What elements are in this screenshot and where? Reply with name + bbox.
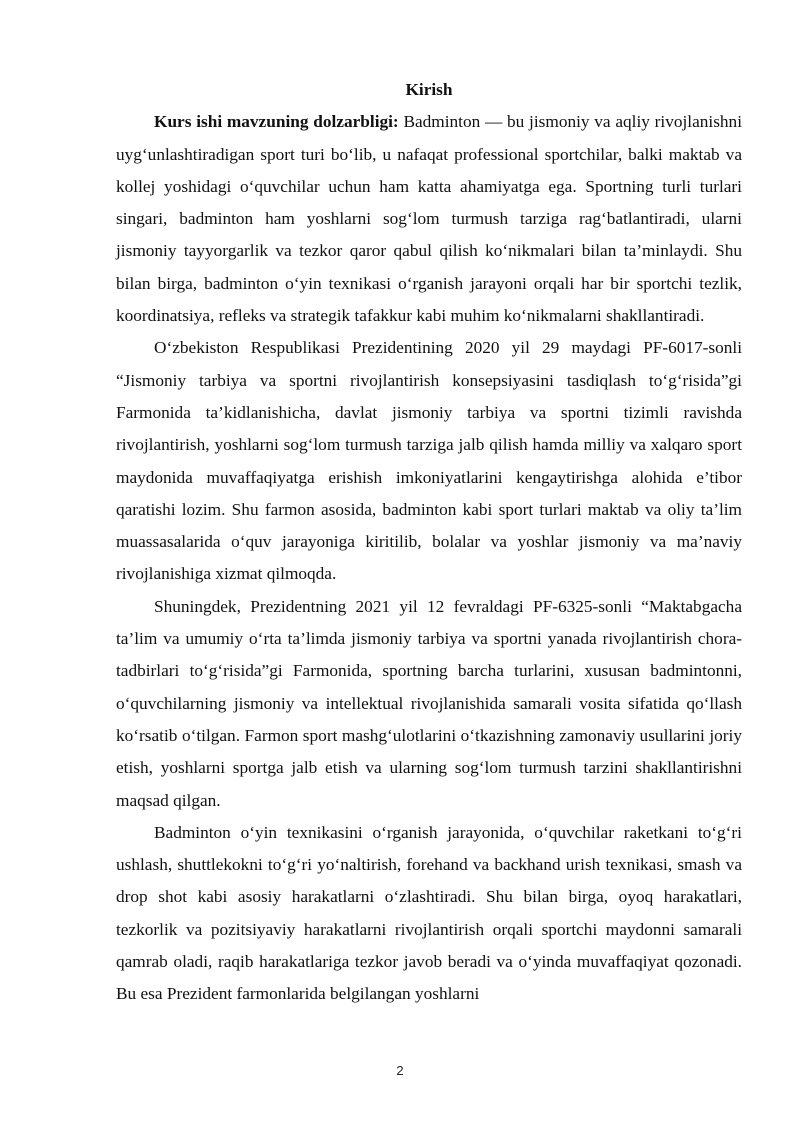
- page-body: [116, 74, 742, 1011]
- paragraph-technique: Badminton o‘yin texnikasini o‘rganish jarayonida, o‘quvchilar raketkani to‘g‘ri ushlash, shuttlekokni to‘g‘ri yo‘naltirish, forehand va backhand urish texnikasi, smash va drop shot kabi asosiy harakatlarni o‘zlashtiradi. Shu bilan birga, oyoq harakatlari, tezkorlik va pozitsiyaviy harakatlarni rivojlantirish orqali sportchi maydonni samarali qamrab oladi, raqib harakatlariga tezkor javob beradi va o‘yinda muvaffaqiyat qozonadi. Bu esa Prezident farmonlarida belgilangan yoshlarni: [116, 822, 742, 1004]
- paragraph-lead: Kurs ishi mavzuning dolzarbligi:: [154, 112, 399, 132]
- page-number: 2: [396, 1063, 404, 1078]
- paragraph-relevance: [116, 106, 742, 332]
- paragraph-decree-2021: Shuningdek, Prezidentning 2021 yil 12 fevraldagi PF-6325-sonli “Maktabgacha ta’lim va umumiy o‘rta ta’limda jismoniy tarbiya va sportni yanada rivojlantirish chora-tadbirlari to‘g‘risida”gi Farmonida, sportning barcha turlarini, xususan badmintonni, o‘quvchilarning jismoniy va intellektual rivojlanishida samarali vosita sifatida qo‘llash ko‘rsatib o‘tilgan. Farmon sport mashg‘ulotlarini o‘tkazishning zamonaviy usullarini joriy etish, yoshlarni sportga jalb etish va ularning sog‘lom turmush tarzini shakllantirishni maqsad qilgan.: [116, 596, 742, 810]
- paragraph-text: Badminton — bu jismoniy va aqliy rivojlanishni uyg‘unlashtiradigan sport turi bo‘lib, u nafaqat professional sportchilar, balki maktab va kollej yoshidagi o‘quvchilar uchun ham katta ahamiyatga ega. Sportning turli turlari singari, badminton ham yoshlarni sog‘lom turmush tarziga rag‘batlantiradi, ularni jismoniy tayyorgarlik va tezkor qaror qabul qilish ko‘nikmalari bilan ta’minlaydi. Shu bilan birga, badminton o‘yin texnikasi o‘rganish jarayoni orqali har bir sportchi tezlik, koordinatsiya, refleks va strategik tafakkur kabi muhim ko‘nikmalarni shakllantiradi.: [116, 112, 743, 326]
- section-heading: Kirish: [405, 80, 453, 99]
- paragraph-decree-2020: O‘zbekiston Respublikasi Prezidentining 2020 yil 29 maydagi PF-6017-sonli “Jismoniy tarbiya va sportni rivojlantirish konsepsiyasini tasdiqlash to‘g‘risida”gi Farmonida ta’kidlanishicha, davlat jismoniy tarbiya va sportni tizimli ravishda rivojlantirish, yoshlarni sog‘lom turmush tarziga jalb qilish hamda milliy va xalqaro sport maydonida muvaffaqiyatga erishish imkoniyatlarini kengaytirishga alohida e’tibor qaratishi lozim. Shu farmon asosida, badminton kabi sport turlari maktab va oliy ta’lim muassasalarida o‘quv jarayoniga kiritilib, bolalar va yoshlar jismoniy va ma’naviy rivojlanishiga xizmat qilmoqda.: [116, 338, 742, 584]
